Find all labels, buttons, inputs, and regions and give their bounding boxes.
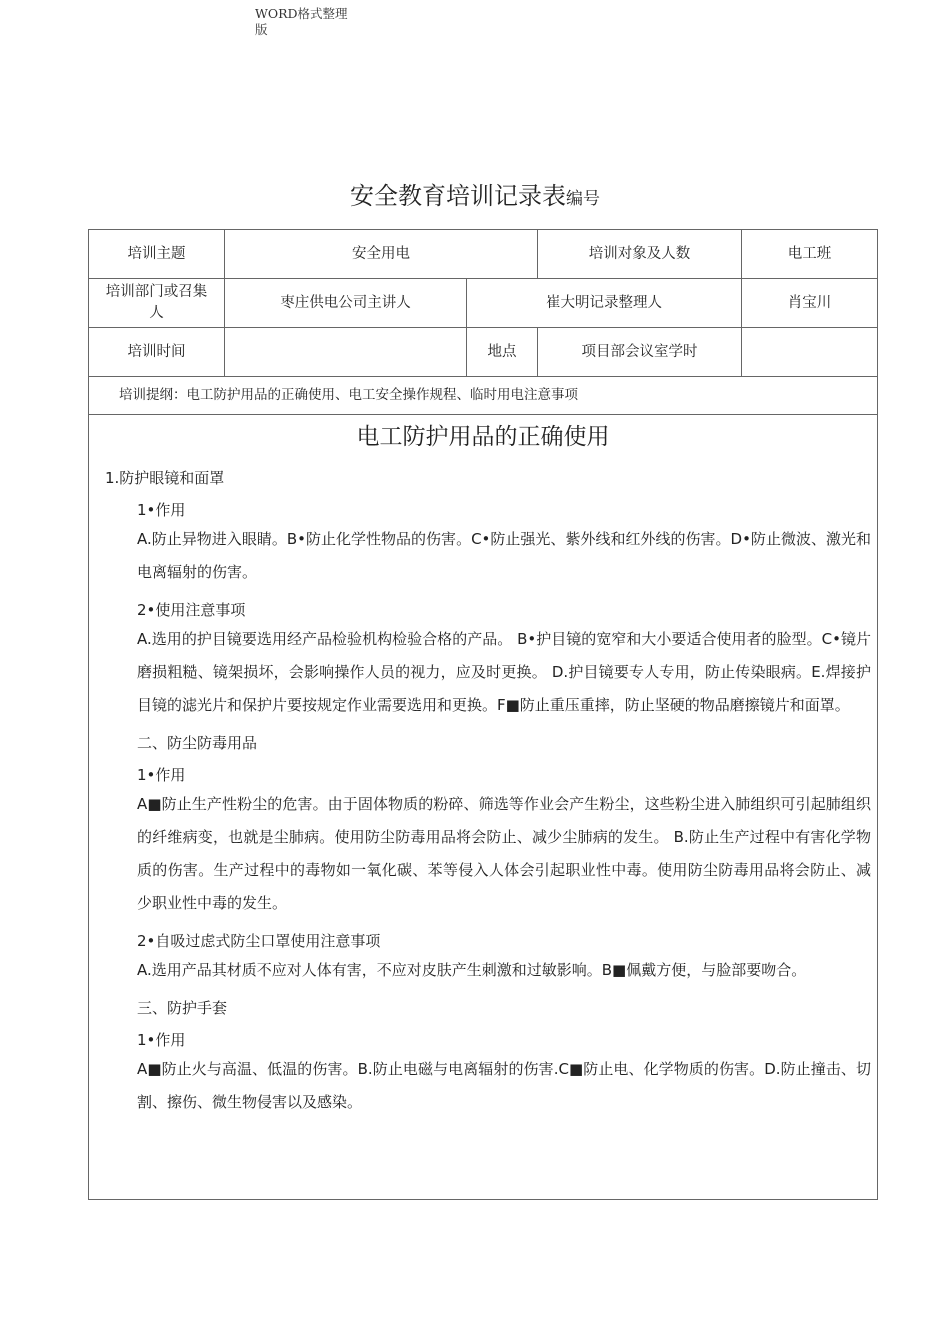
table-row-department [89, 279, 878, 328]
table-row-outline [89, 377, 878, 415]
value-target: 电工班 [742, 230, 878, 279]
label-target: 培训对象及人数 [538, 230, 742, 279]
watermark-line1: WORD格式整理 [255, 6, 348, 21]
paragraph-goggles-function: A.防止异物进入眼睛。B•防止化学性物品的伤害。C•防止强光、紫外线和红外线的伤害。D•防止微波、激光和电离辐射的伤害。 [137, 530, 871, 581]
label-time: 培训时间 [89, 328, 225, 377]
value-hours [742, 328, 878, 377]
section-heading-dust: 二、防尘防毒用品 [137, 734, 258, 752]
paragraph-dust-mask-notes: A.选用产品其材质不应对人体有害，不应对皮肤产生刺激和过敏影响。B■佩戴方便，与脸部要吻合。 [137, 961, 807, 979]
paragraph-gloves-function: A■防止火与高温、低温的伤害。B.防止电磁与电离辐射的伤害.C■防止电、化学物质的伤害。D.防止撞击、切割、擦伤、微生物侵害以及感染。 [137, 1060, 871, 1111]
subheading-goggles-function: 1•作用 [137, 501, 186, 519]
value-topic: 安全用电 [225, 230, 538, 279]
content-cell [89, 415, 878, 1200]
section-heading-gloves: 三、防护手套 [137, 999, 228, 1017]
content-body [89, 421, 877, 1119]
label-department [89, 279, 225, 328]
document-title [0, 176, 950, 211]
section-title: 电工防护用品的正确使用 [356, 424, 610, 450]
paragraph-dust-function: A■防止生产性粉尘的危害。由于固体物质的粉碎、筛选等作业会产生粉尘，这些粉尘进入肺组织可引起肺组织的纤维病变，也就是尘肺病。使用防尘防毒用品将会防止、减少尘肺病的发生。 B.防止生产过程中有害化学物质的伤害。生产过程中的毒物如一氧化碳、苯等侵入人体会引起职业性中毒。使用防尘防毒用品将会防止、减少职业性中毒的发生。 [137, 795, 871, 912]
value-time [225, 328, 467, 377]
value-recorder: 肖宝川 [742, 279, 878, 328]
subheading-gloves-function: 1•作用 [137, 1031, 186, 1049]
document-title-main: 安全教育培训记录表 [350, 182, 566, 210]
section-heading-goggles: 1.防护眼镜和面罩 [105, 469, 225, 487]
paragraph-goggles-notes: A.选用的护目镜要选用经产品检验机构检验合格的产品。 B•护目镜的宽窄和大小要适合使用者的脸型。C•镜片磨损粗糙、镜架损坏，会影响操作人员的视力，应及时更换。 D.护目镜要专人专用，防止传染眼病。E.焊接护目镜的滤光片和保护片要按规定作业需要选用和更换。F■防止重压重摔，防止坚硬的物品磨擦镜片和面罩。 [137, 630, 871, 714]
training-record-table [88, 229, 878, 1200]
subheading-dust-mask-notes: 2•自吸过虑式防尘口罩使用注意事项 [137, 932, 381, 950]
label-department-line1: 培训部门或召集 [105, 284, 208, 300]
watermark-line2: 版 [255, 22, 268, 37]
subheading-dust-function: 1•作用 [137, 766, 186, 784]
value-lecturer: 崔大明记录整理人 [467, 279, 742, 328]
subheading-goggles-notes: 2•使用注意事项 [137, 601, 246, 619]
value-place: 项目部会议室学时 [538, 328, 742, 377]
label-place: 地点 [467, 328, 538, 377]
training-outline: 培训提纲：电工防护用品的正确使用、电工安全操作规程、临时用电注意事项 [89, 377, 878, 415]
table-row-time [89, 328, 878, 377]
table-row-topic [89, 230, 878, 279]
table-row-content [89, 415, 878, 1200]
label-department-line2: 人 [149, 305, 164, 321]
document-title-suffix: 编号 [566, 189, 600, 209]
label-topic: 培训主题 [89, 230, 225, 279]
watermark [255, 6, 375, 38]
value-department: 枣庄供电公司主讲人 [225, 279, 467, 328]
